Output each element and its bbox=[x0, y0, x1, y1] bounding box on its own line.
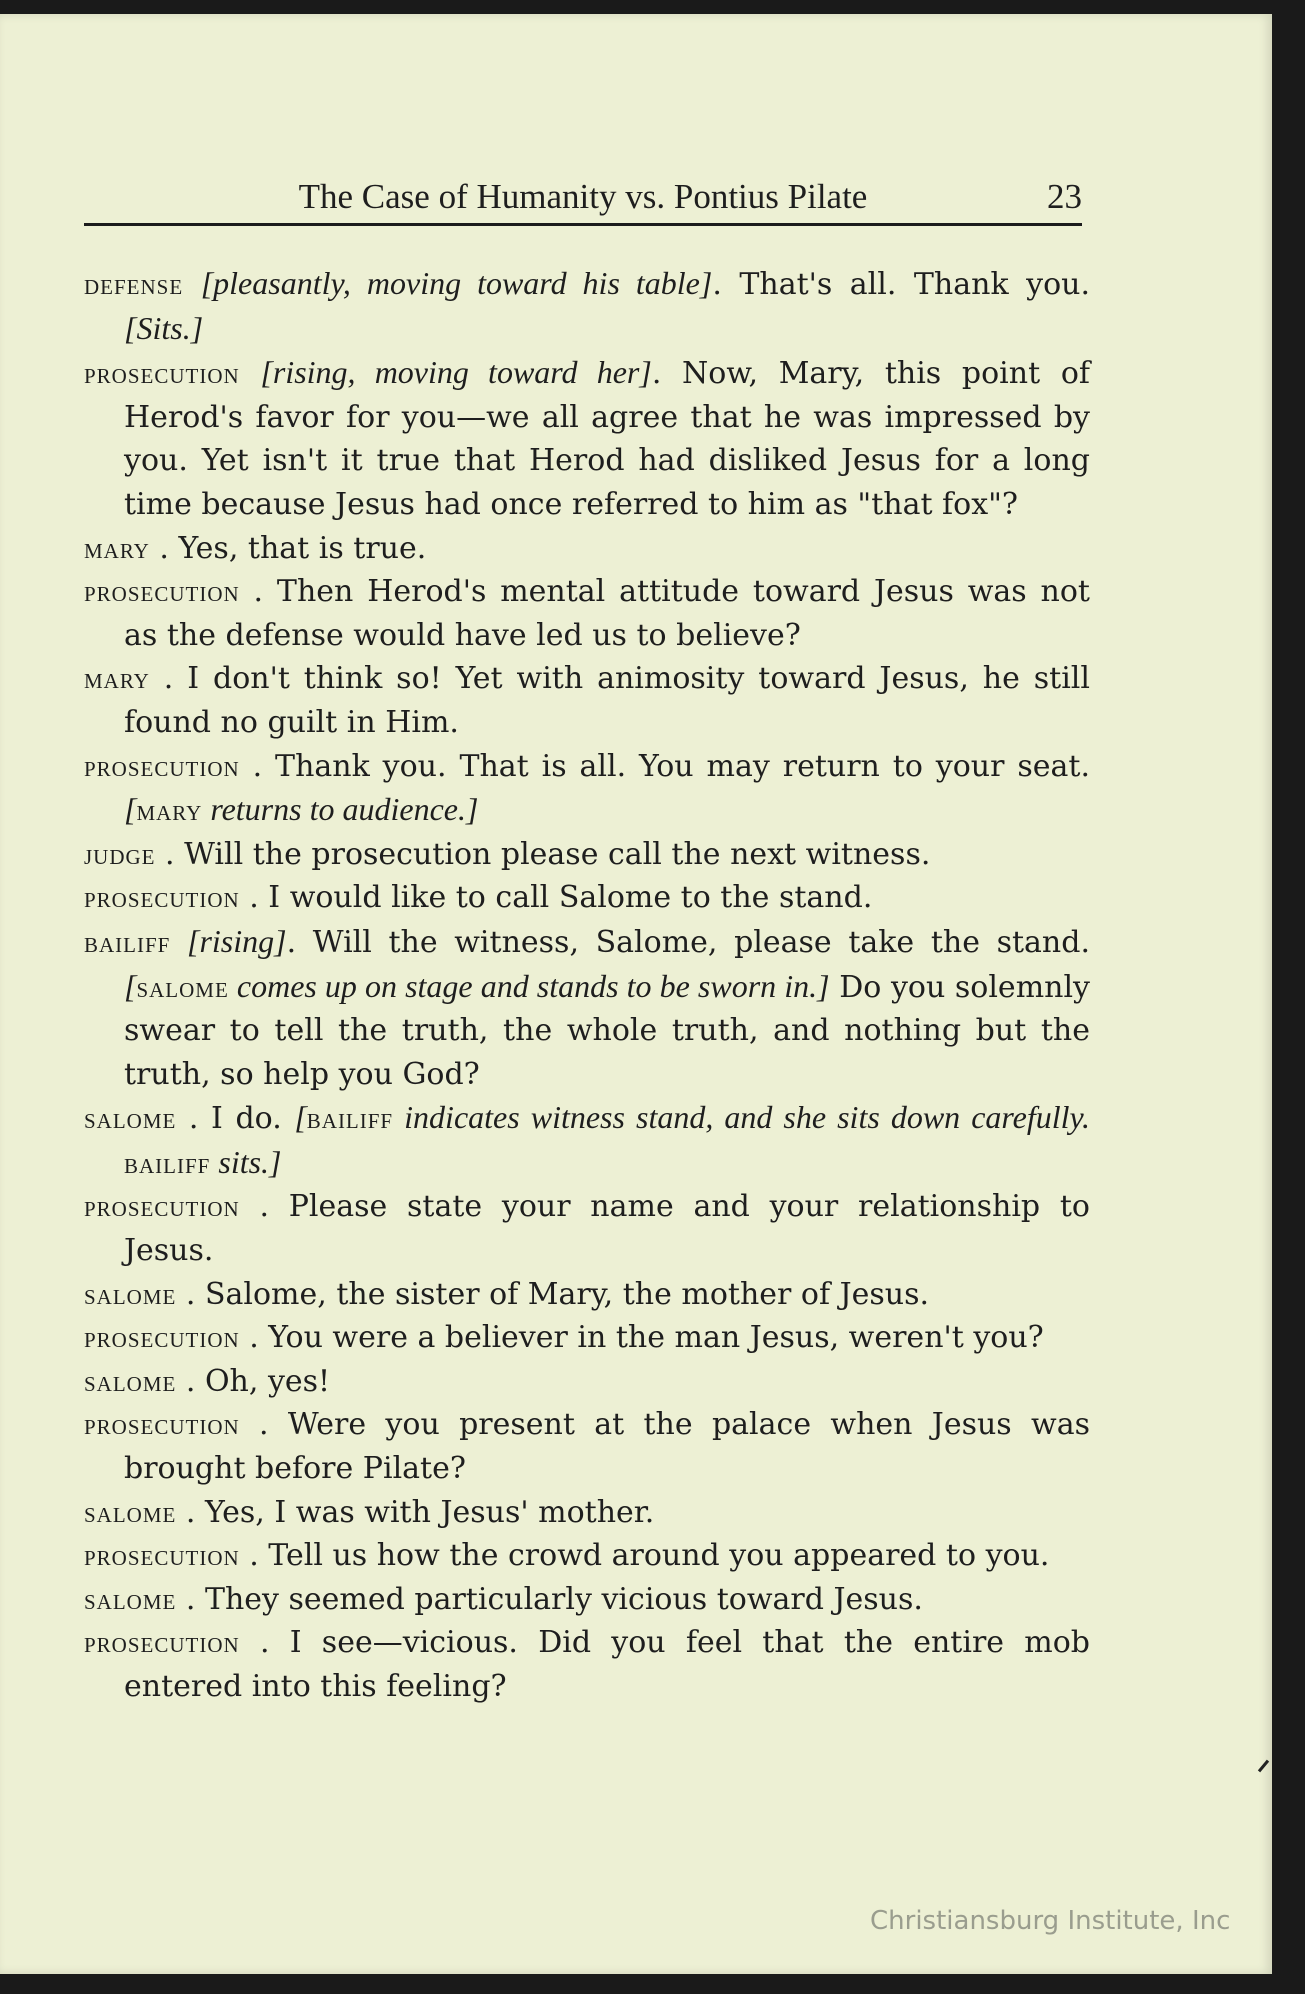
dialogue-text: Do you solemnly swear to tell the truth, the whole truth, and nothing but the truth, so help you God? bbox=[124, 969, 1091, 1092]
stage-direction-name: salome bbox=[136, 970, 229, 1004]
speaker-name: prosecution bbox=[84, 575, 240, 609]
speaker-name: prosecution bbox=[84, 357, 240, 391]
dialogue-text: . Yes, that is true. bbox=[159, 530, 427, 566]
book-page bbox=[0, 14, 1272, 1974]
speech bbox=[84, 1096, 1090, 1185]
speech bbox=[84, 1578, 1090, 1622]
speaker-name: mary bbox=[84, 662, 150, 696]
speech bbox=[84, 1273, 1090, 1317]
speech bbox=[84, 570, 1090, 657]
dialogue-text: . That's all. Thank you. bbox=[712, 267, 1090, 302]
speaker-name: salome bbox=[84, 1364, 177, 1398]
speaker-name: salome bbox=[84, 1102, 177, 1136]
speaker-name: prosecution bbox=[84, 1539, 240, 1573]
play-script-body bbox=[84, 262, 1090, 1709]
stage-direction: [ bbox=[124, 791, 137, 828]
running-header bbox=[84, 167, 1082, 226]
speech bbox=[84, 1316, 1090, 1360]
dialogue-text: . Salome, the sister of Mary, the mother of Jesus. bbox=[185, 1276, 930, 1312]
speech bbox=[84, 351, 1090, 526]
speaker-name: judge bbox=[84, 837, 156, 871]
speaker-name: salome bbox=[84, 1495, 177, 1529]
speaker-name: salome bbox=[84, 1277, 177, 1311]
stage-direction-name: bailiff bbox=[306, 1102, 394, 1136]
dialogue-text: . Yes, I was with Jesus' mother. bbox=[185, 1494, 655, 1530]
speaker-name: salome bbox=[84, 1582, 177, 1616]
stage-direction: [Sits.] bbox=[124, 309, 204, 346]
stage-direction-name: mary bbox=[136, 794, 203, 828]
speech bbox=[84, 876, 1090, 920]
stage-direction: [rising, moving toward her] bbox=[260, 354, 652, 391]
speech bbox=[84, 1621, 1090, 1708]
stage-direction: [ bbox=[124, 967, 137, 1004]
stage-direction: indicates witness stand, and she sits down carefully. bbox=[393, 1099, 1090, 1136]
dialogue-text: . I don't think so! Yet with animosity toward Jesus, he still found no guilt in Him. bbox=[124, 661, 1090, 740]
dialogue-text: . Will the prosecution please call the next witness. bbox=[165, 836, 931, 872]
speaker-name: bailiff bbox=[84, 925, 171, 959]
dialogue-text: . Thank you. That is all. You may return to your seat. bbox=[252, 748, 1090, 784]
speech bbox=[84, 1534, 1090, 1578]
dialogue-text: . Were you present at the palace when Jesus was brought before Pilate? bbox=[124, 1407, 1090, 1487]
stray-ink-mark bbox=[1258, 1760, 1269, 1773]
speech bbox=[84, 657, 1090, 744]
speech bbox=[84, 1403, 1090, 1490]
dialogue-text: . Now, Mary, this point of Herod's favor for you—we all agree that he was impressed by you. Yet isn't it true that Herod had disliked Jesus for a long time because Jesus had once referred to him as "that fox"? bbox=[124, 356, 1090, 522]
speaker-name: prosecution bbox=[84, 1321, 240, 1355]
speech bbox=[84, 745, 1090, 833]
speaker-name: defense bbox=[84, 268, 184, 301]
stage-direction: [pleasantly, moving toward his table] bbox=[200, 265, 713, 301]
speaker-name: prosecution bbox=[84, 749, 240, 783]
dialogue-text: . Oh, yes! bbox=[185, 1363, 331, 1399]
stage-direction: comes up on stage and stands to be sworn in.] bbox=[228, 967, 830, 1004]
watermark: Christiansburg Institute, Inc bbox=[870, 1906, 1231, 1936]
dialogue-text: . Will the witness, Salome, please take the stand. bbox=[286, 924, 1090, 960]
speech bbox=[84, 527, 1090, 571]
stage-direction: [ bbox=[294, 1099, 307, 1136]
running-title: The Case of Humanity vs. Pontius Pilate bbox=[298, 177, 868, 216]
stage-direction: returns to audience.] bbox=[202, 791, 479, 828]
speech bbox=[84, 262, 1090, 351]
dialogue-text: . Then Herod's mental attitude toward Jesus was not as the defense would have led us to believe? bbox=[124, 574, 1090, 653]
dialogue-text: . You were a believer in the man Jesus, weren't you? bbox=[249, 1320, 1044, 1356]
stage-direction-name: bailiff bbox=[124, 1146, 211, 1180]
speech bbox=[84, 833, 1090, 877]
speaker-name: prosecution bbox=[84, 881, 240, 915]
speaker-name: prosecution bbox=[84, 1408, 240, 1442]
speaker-name: prosecution bbox=[84, 1626, 240, 1660]
dialogue-text: . I see—vicious. Did you feel that the entire mob entered into this feeling? bbox=[124, 1625, 1090, 1704]
dialogue-text: . I would like to call Salome to the stand. bbox=[249, 880, 873, 916]
speaker-name: mary bbox=[84, 531, 150, 565]
speaker-name: prosecution bbox=[84, 1190, 240, 1224]
speech bbox=[84, 1185, 1090, 1272]
dialogue-text: . Please state your name and your relationship to Jesus. bbox=[124, 1189, 1090, 1269]
page-number: 23 bbox=[1047, 177, 1082, 216]
dialogue-text: . They seemed particularly vicious toward Jesus. bbox=[185, 1581, 923, 1617]
speech bbox=[84, 920, 1090, 1096]
stage-direction: [rising] bbox=[187, 922, 287, 959]
speech bbox=[84, 1491, 1090, 1535]
dialogue-text: . I do. bbox=[188, 1101, 295, 1137]
dialogue-text: . Tell us how the crowd around you appeared to you. bbox=[249, 1538, 1050, 1574]
speech bbox=[84, 1360, 1090, 1404]
stage-direction: sits.] bbox=[210, 1143, 282, 1180]
